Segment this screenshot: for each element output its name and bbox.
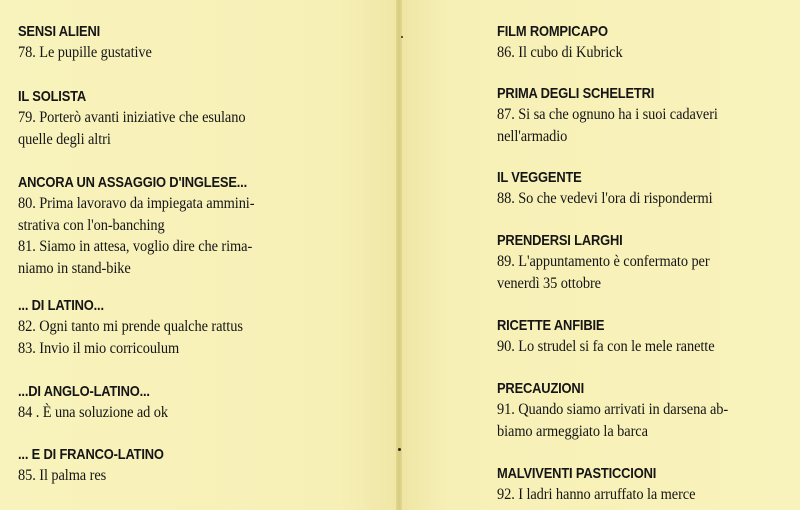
entry-anglo-latino (18, 382, 298, 424)
entry-title: SENSI ALIENI (18, 23, 101, 40)
entry-di-latino (18, 296, 298, 359)
entry-sensi-alieni (18, 22, 298, 64)
entry-line: 90. Lo strudel si fa con le mele ranette (497, 338, 715, 355)
entry-line: 88. So che vedevi l'ora di rispondermi (497, 190, 713, 207)
entry-title: PRIMA DEGLI SCHELETRI (497, 85, 655, 102)
entry-line: strativa con l'on-banching (18, 216, 165, 234)
entry-line: 80. Prima lavoravo da impiegata ammini- (18, 195, 255, 212)
entry-malviventi-pasticcioni (497, 464, 777, 506)
entry-assaggio-inglese (18, 173, 298, 279)
entry-title: ...DI ANGLO-LATINO... (18, 383, 150, 400)
entry-title: IL SOLISTA (18, 88, 87, 105)
entry-line: niamo in stand-bike (18, 259, 131, 277)
entry-line: 81. Siamo in attesa, voglio dire che rima- (18, 238, 253, 255)
entry-franco-latino (18, 445, 298, 487)
entry-title: PRECAUZIONI (497, 380, 584, 397)
entry-line: 84 . È una soluzione ad ok (18, 404, 169, 421)
book-gutter (396, 0, 402, 510)
entry-prendersi-larghi (497, 231, 777, 294)
entry-line: 87. Si sa che ognuno ha i suoi cadaveri (497, 106, 718, 123)
entry-line: venerdì 35 ottobre (497, 274, 601, 292)
entry-il-veggente (497, 168, 777, 210)
entry-ricette-anfibie (497, 316, 777, 358)
entry-title: MALVIVENTI PASTICCIONI (497, 465, 657, 482)
entry-line: 91. Quando siamo arrivati in darsena ab- (497, 401, 729, 418)
entry-line: 85. Il palma res (18, 467, 107, 484)
entry-line: 78. Le pupille gustative (18, 44, 152, 61)
entry-title: PRENDERSI LARGHI (497, 232, 623, 249)
entry-title: ... DI LATINO... (18, 297, 104, 314)
entry-il-solista (18, 87, 298, 150)
entry-line: biamo armeggiato la barca (497, 422, 648, 440)
entry-line: quelle degli altri (18, 130, 111, 148)
entry-line: 79. Porterò avanti iniziative che esulano (18, 109, 246, 126)
entry-title: ANCORA UN ASSAGGIO D'INGLESE... (18, 174, 248, 191)
entry-line: 92. I ladri hanno arruffato la merce (497, 486, 696, 503)
entry-title: IL VEGGENTE (497, 169, 582, 186)
entry-precauzioni (497, 379, 777, 442)
entry-prima-scheletri (497, 84, 777, 147)
gutter-mark (398, 448, 401, 451)
entry-title: ... E DI FRANCO-LATINO (18, 446, 164, 463)
gutter-mark (401, 36, 403, 38)
entry-line: 83. Invio il mio corricoulum (18, 339, 180, 357)
entry-film-rompicapo (497, 22, 777, 64)
entry-line: 89. L'appuntamento è confermato per (497, 253, 710, 270)
entry-line: 86. Il cubo di Kubrick (497, 44, 623, 61)
entry-title: FILM ROMPICAPO (497, 23, 608, 40)
entry-line: nell'armadio (497, 127, 568, 145)
entry-line: 82. Ogni tanto mi prende qualche rattus (18, 318, 243, 335)
entry-title: RICETTE ANFIBIE (497, 317, 605, 334)
